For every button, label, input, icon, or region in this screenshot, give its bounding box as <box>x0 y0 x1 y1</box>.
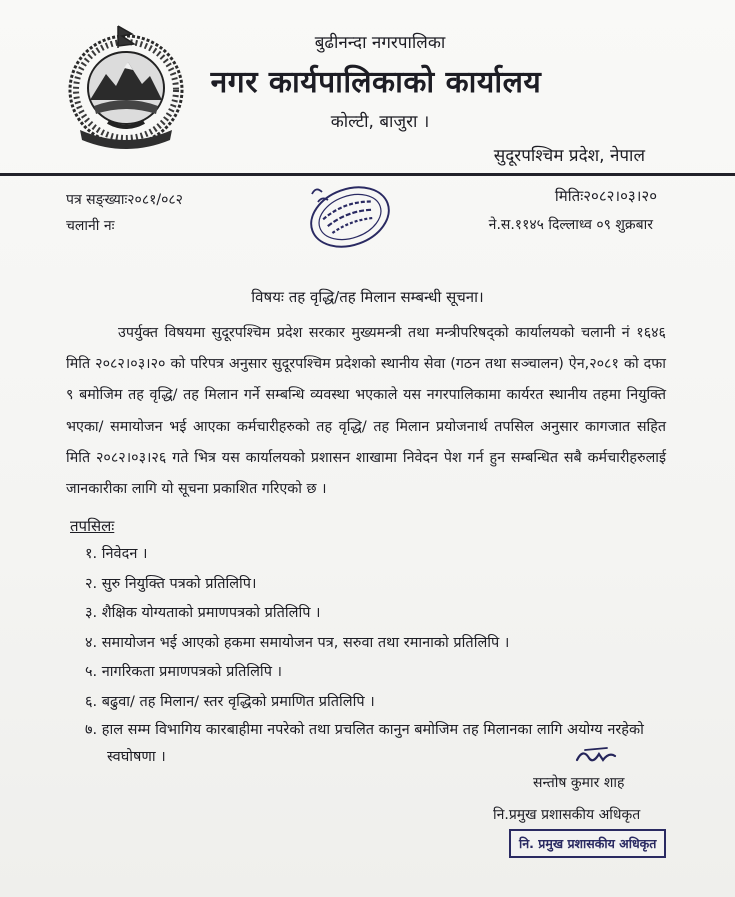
list-item: १. निवेदन । <box>85 546 148 562</box>
required-documents-list <box>85 540 665 771</box>
list-item: ४. समायोजन भई आएको हकमा समायोजन पत्र, सरुवा तथा रमानाको प्रतिलिपि । <box>85 634 510 651</box>
office-name: नगर कार्यपालिकाको कार्यालय <box>210 65 542 100</box>
designation-stamp: नि. प्रमुख प्रशासकीय अधिकृत <box>509 829 666 858</box>
notice-body: उपर्युक्त विषयमा सुदूरपश्चिम प्रदेश सरकार मुख्यमन्त्री तथा मन्त्रीपरिषद्को कार्यालयको चलानी नं १६४६ मिति २०८२।०३।२० को परिपत्र अनुसार सुदूरपश्चिम प्रदेशको स्थानीय सेवा (गठन तथा सञ्चालन) ऐन,२०८१ को दफा ९ बमोजिम तह वृद्धि/ तह मिलान गर्ने सम्बन्धि व्यवस्था भएकाले यस नगरपालिकामा कार्यरत स्थानीय तहमा नियुक्ति भएका/ समायोजन भई आएका कर्मचारीहरुको तह वृद्धि/ तह मिलान प्रयोजनार्थ तपसिल अनुसार कागजात सहित मिति २०८२।०३।२६ गते भित्र यस कार्यालयको प्रशासन शाखामा निवेदन पेश गर्न हुन सम्बन्धित सबै कर्मचारीहरुलाई जानकारीका लागि यो सूचना प्रकाशित गरिएको छ । <box>66 325 666 498</box>
letter-number: पत्र सङ्ख्याः२०८१/०८२ <box>66 192 183 208</box>
list-item: ३. शैक्षिक योग्यताको प्रमाणपत्रको प्रतिलिपि । <box>85 605 321 621</box>
nepal-government-emblem-icon <box>66 22 188 150</box>
office-seal-stamp-icon <box>302 180 398 254</box>
office-address: कोल्टी, बाजुरा । <box>330 112 430 132</box>
signatory-name: सन्तोष कुमार शाह <box>533 775 625 791</box>
list-item: २. सुरु नियुक्ति पत्रको प्रतिलिपि। <box>85 575 257 592</box>
handwritten-signature-icon <box>573 744 619 768</box>
list-item: ७. हाल सम्म विभागिय कारबाहीमा नपरेको तथा प्रचलित कानुन बमोजिम तह मिलानका लागि अयोग्य नरहेको स्वघोषणा । <box>85 722 644 765</box>
details-heading: तपसिलः <box>70 517 115 535</box>
municipality-name: बुढीनन्दा नगरपालिका <box>314 33 446 53</box>
letter-date: मितिः२०८२।०३।२० <box>554 187 657 205</box>
dispatch-number: चलानी नः <box>66 218 115 234</box>
list-item: ६. बढुवा/ तह मिलान/ स्तर वृद्धिको प्रमाणित प्रतिलिपि । <box>85 693 375 710</box>
province-name: सुदूरपश्चिम प्रदेश, नेपाल <box>493 146 645 166</box>
notice-subject: विषयः तह वृद्धि/तह मिलान सम्बन्धी सूचना। <box>251 288 484 306</box>
header-divider <box>0 173 735 176</box>
nepal-sambat-date: ने.स.११४५ दिल्लाध्व ०९ शुक्रबार <box>488 217 653 233</box>
list-item: ५. नागरिकता प्रमाणपत्रको प्रतिलिपि । <box>85 664 283 680</box>
signatory-title: नि.प्रमुख प्रशासकीय अधिकृत <box>493 807 641 823</box>
